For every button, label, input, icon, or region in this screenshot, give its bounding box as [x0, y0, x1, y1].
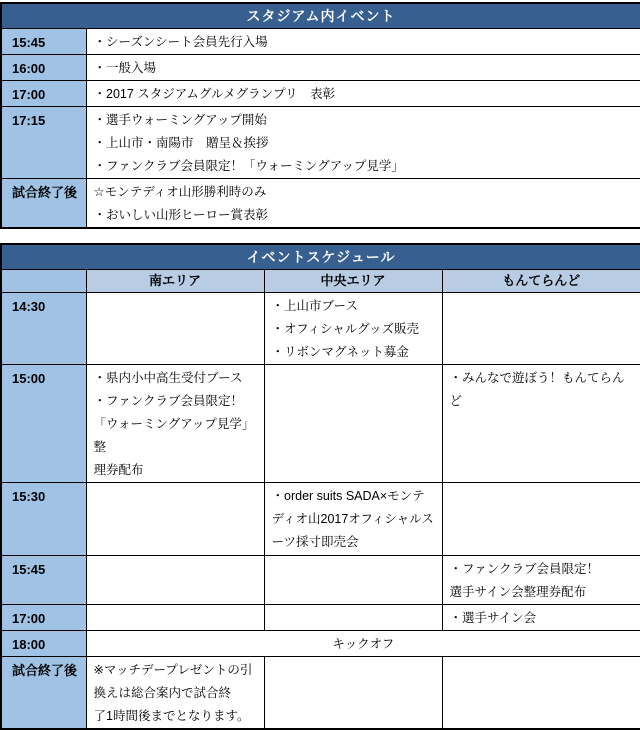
table-row [1, 55, 640, 81]
schedule-table-title: イベントスケジュール [1, 244, 640, 270]
event-line: ディオ山2017オフィシャルス [271, 512, 434, 526]
event-line: 換えは総合案内で試合終 [93, 686, 232, 700]
event-cell-central [264, 365, 442, 483]
table-row [1, 483, 640, 556]
table-row [1, 179, 640, 229]
event-line: ・県内小中高生受付ブース [93, 371, 243, 385]
area-header-south: 南エリア [86, 270, 264, 293]
event-cell [86, 107, 640, 179]
kickoff-cell: キックオフ [86, 631, 640, 657]
event-cell [86, 55, 640, 81]
event-line: ☆モンテディオ山形勝利時のみ [93, 185, 267, 199]
table-title-row [1, 244, 640, 270]
event-cell-monte [442, 556, 640, 605]
event-line: ・2017 スタジアムグルメグランプリ 表彰 [93, 87, 336, 101]
table-row [1, 81, 640, 107]
event-line: ・ファンクラブ会員限定！「ウォーミングアップ見学」 [93, 159, 404, 173]
event-line: ・上山市ブース [271, 299, 359, 313]
time-cell: 15:00 [1, 365, 86, 483]
time-cell: 17:00 [1, 81, 86, 107]
event-cell [86, 179, 640, 229]
event-cell-monte [442, 657, 640, 730]
event-line: 了1時間後までとなります。 [93, 709, 250, 723]
event-cell [86, 29, 640, 55]
event-cell-south [86, 483, 264, 556]
table-row [1, 29, 640, 55]
event-line: ・みんなで遊ぼう！もんてらん [449, 371, 625, 385]
event-line: ・シーズンシート会員先行入場 [93, 35, 268, 49]
event-line: ・選手ウォーミングアップ開始 [93, 113, 267, 127]
event-cell-central [264, 605, 442, 631]
event-line: ・リボンマグネット募金 [271, 345, 409, 359]
event-line: ・ファンクラブ会員限定！ [93, 394, 244, 408]
stadium-events-table [0, 2, 640, 229]
event-cell-south [86, 556, 264, 605]
time-cell: 試合終了後 [1, 657, 86, 730]
event-line: ーツ採寸即売会 [271, 535, 359, 549]
event-schedule-table [0, 243, 640, 730]
event-cell [86, 81, 640, 107]
event-line: ・上山市・南陽市 贈呈＆挨拶 [93, 136, 269, 150]
table-title-row [1, 3, 640, 29]
time-cell: 17:00 [1, 605, 86, 631]
table-row [1, 556, 640, 605]
time-cell: 15:30 [1, 483, 86, 556]
time-cell: 試合終了後 [1, 179, 86, 229]
time-cell: 16:00 [1, 55, 86, 81]
time-cell: 15:45 [1, 29, 86, 55]
event-line: ど [449, 394, 463, 408]
event-line: ・order suits SADA×モンテ [271, 489, 425, 503]
event-cell-monte [442, 365, 640, 483]
event-line: ・おいしい山形ヒーロー賞表彰 [93, 208, 269, 222]
table-row [1, 365, 640, 483]
event-cell-monte [442, 293, 640, 365]
area-header-row [1, 270, 640, 293]
event-line: ・選手サイン会 [449, 611, 537, 625]
event-cell-monte [442, 483, 640, 556]
event-cell-central [264, 556, 442, 605]
time-cell: 15:45 [1, 556, 86, 605]
event-line: ※マッチデープレゼントの引 [93, 663, 253, 677]
event-cell-central [264, 483, 442, 556]
event-line: ・一般入場 [93, 61, 157, 75]
time-cell: 18:00 [1, 631, 86, 657]
table-row [1, 107, 640, 179]
event-cell-monte [442, 605, 640, 631]
event-cell-central [264, 657, 442, 730]
table-row [1, 631, 640, 657]
area-header-central: 中央エリア [264, 270, 442, 293]
area-header-blank [1, 270, 86, 293]
event-cell-central [264, 293, 442, 365]
event-line: 理券配布 [93, 463, 144, 477]
event-cell-south [86, 293, 264, 365]
area-header-monte: もんてらんど [442, 270, 640, 293]
event-line: 「ウォーミングアップ見学」整 [93, 417, 255, 454]
event-line: ・オフィシャルグッズ販売 [271, 322, 420, 336]
event-cell-south [86, 657, 264, 730]
event-cell-south [86, 365, 264, 483]
event-line: ・ファンクラブ会員限定！ [449, 562, 600, 576]
time-cell: 17:15 [1, 107, 86, 179]
table-row [1, 657, 640, 730]
event-cell-south [86, 605, 264, 631]
event-line: 選手サイン会整理券配布 [449, 585, 587, 599]
time-cell: 14:30 [1, 293, 86, 365]
table-row [1, 605, 640, 631]
stadium-table-title: スタジアム内イベント [1, 3, 640, 29]
table-row [1, 293, 640, 365]
